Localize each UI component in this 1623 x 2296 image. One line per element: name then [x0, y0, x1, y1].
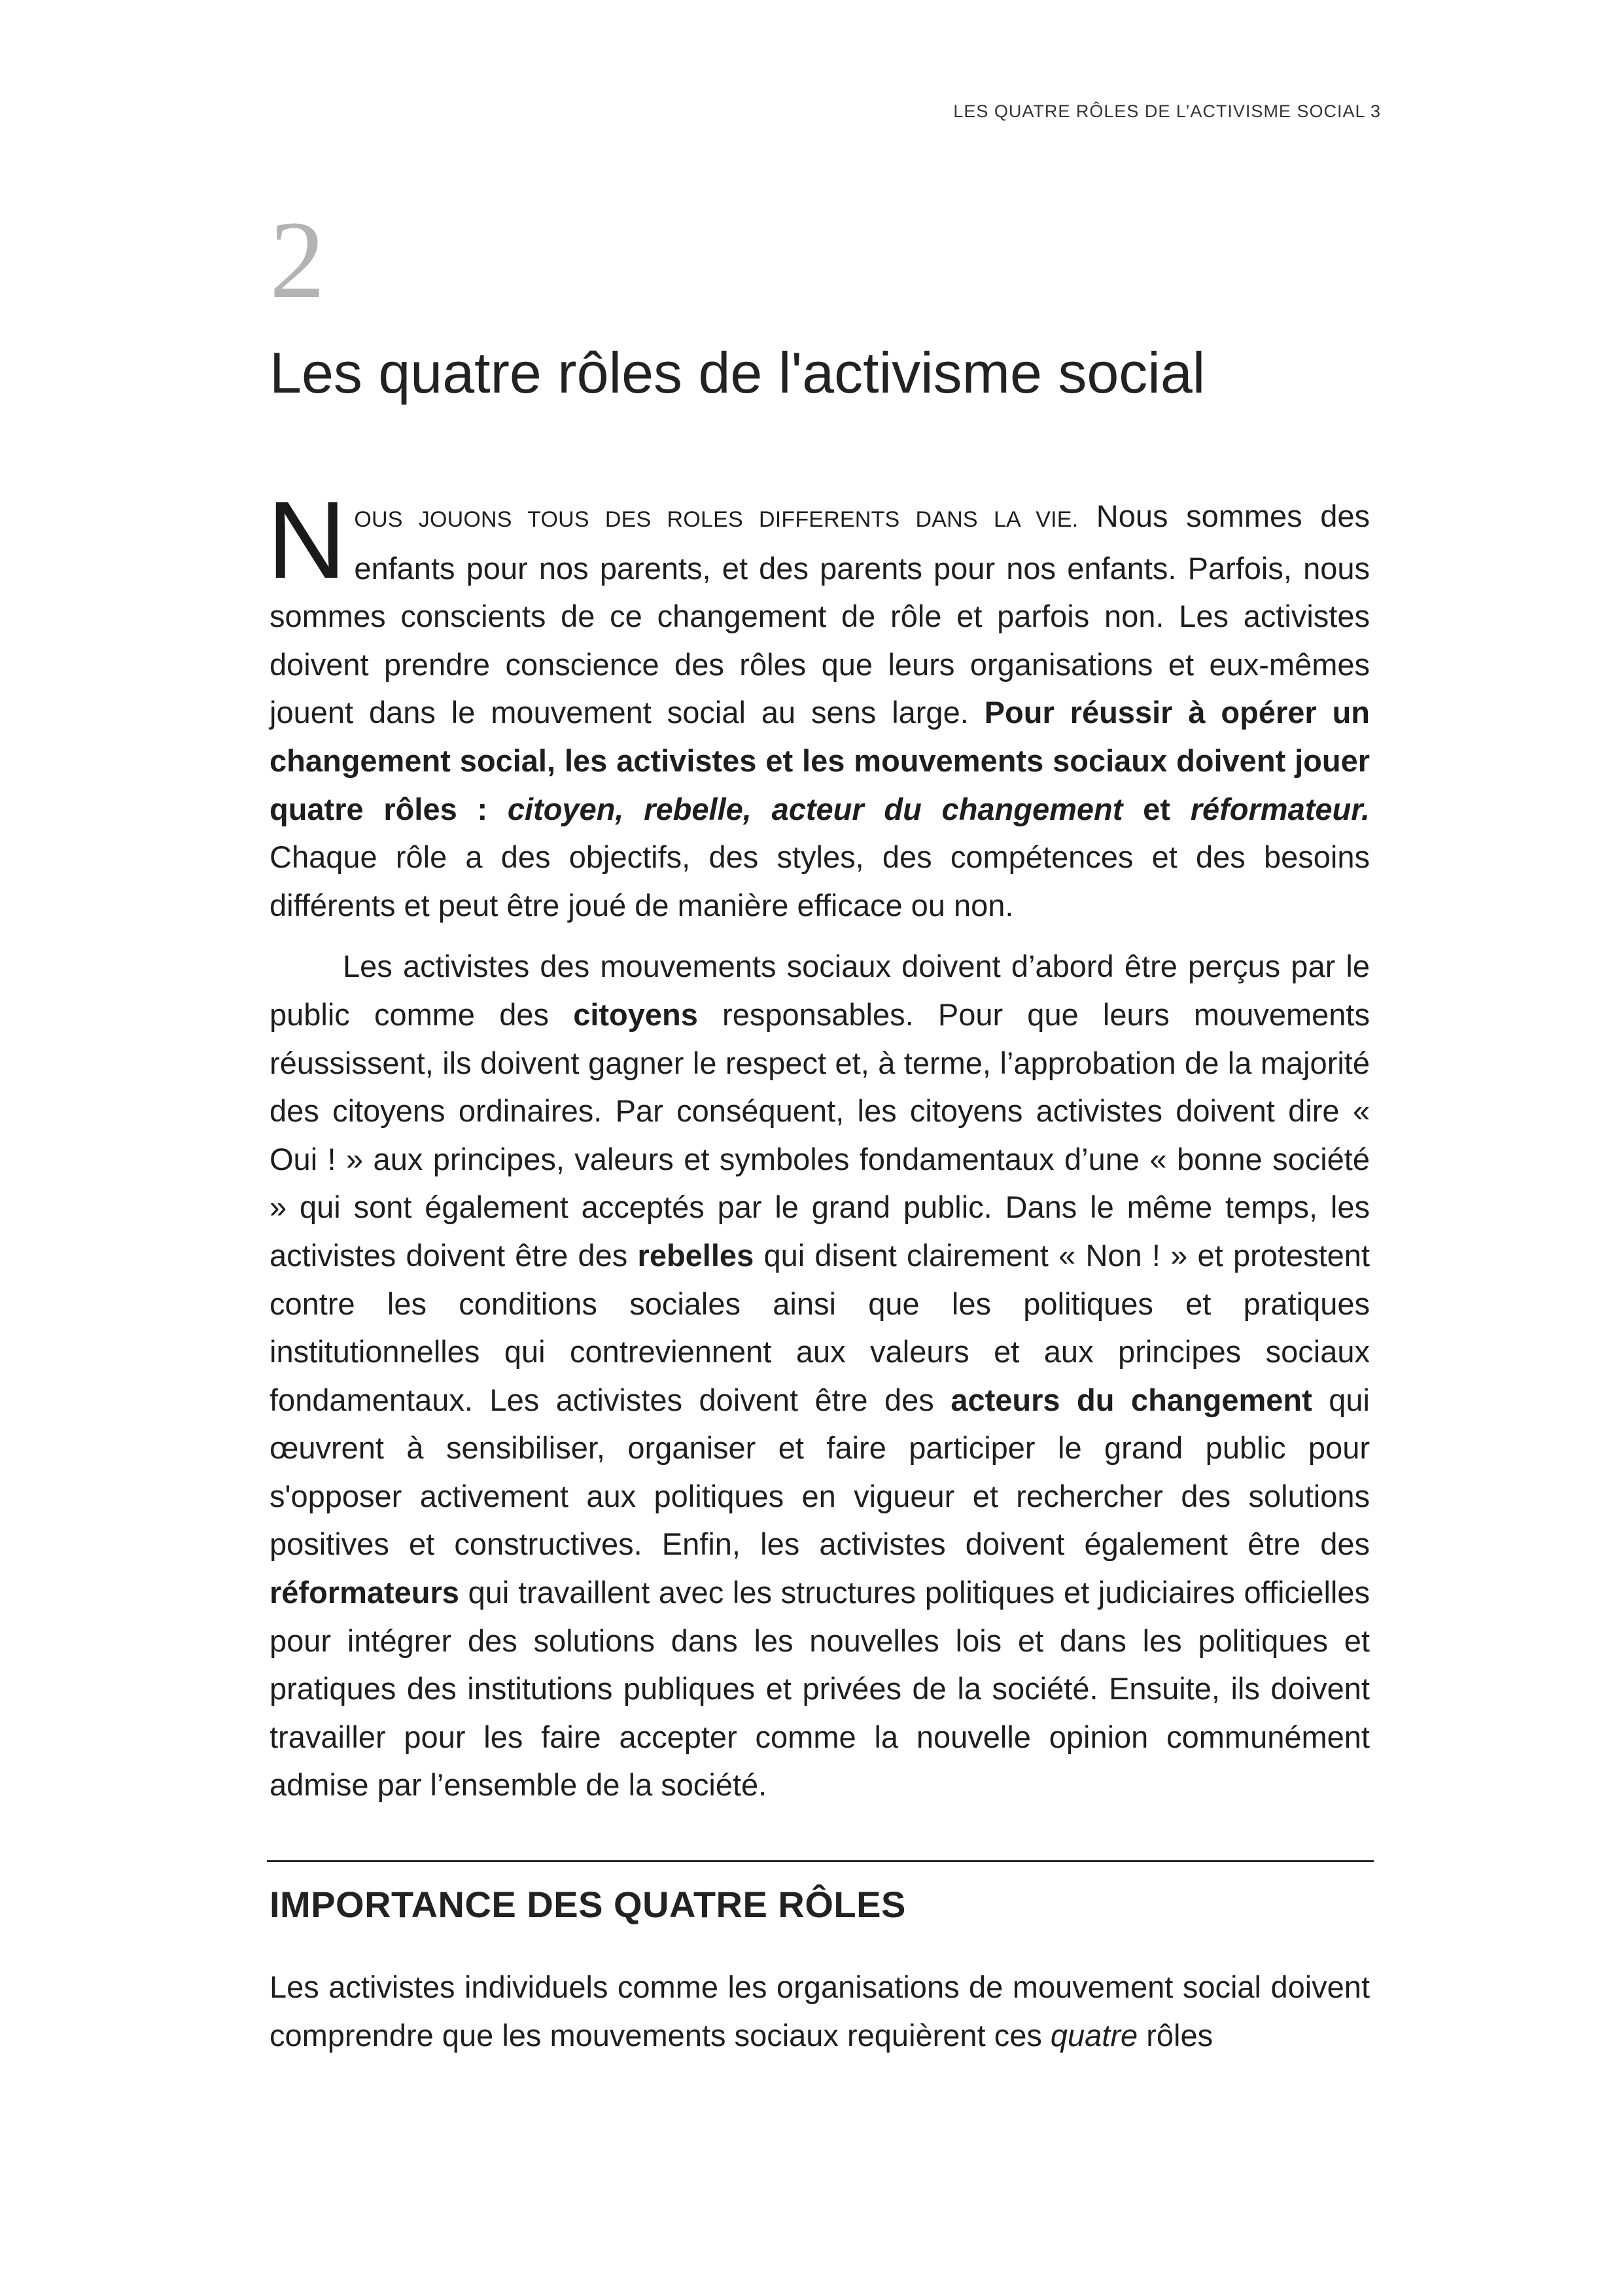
roles-text-4: qui œuvrent à sensibiliser, organiser et faire participer le grand public pour s'opposer activement aux politiques en vigueur et rechercher des solutions positives et constructives. Enfin, les activistes doivent également être des	[270, 1382, 1370, 1562]
intro-smallcaps: OUS JOUONS TOUS DES ROLES DIFFERENTS DANS LA VIE.	[354, 507, 1079, 532]
roles-text-5: qui travaillent avec les structures politiques et judiciaires officielles pour intégrer des solutions dans les nouvelles lois et dans les politiques et pratiques des institutions publiques et privées de la société. Ensuite, ils doivent travailler pour les faire accepter comme la nouvelle opinion communément admise par l’ensemble de la société.	[270, 1575, 1370, 1803]
intro-text: Nous sommes des enfants pour nos parents, et des parents pour nos enfants. Parfois, nous sommes conscients de ce changement de rôle et parfois non. Les activistes doivent prendre conscience des rôles que leurs organisations et eux-mêmes jouent dans le mouvement social au sens large.	[270, 499, 1370, 730]
section-heading: IMPORTANCE DES QUATRE RÔLES	[270, 1884, 906, 1925]
section-body	[270, 1963, 1370, 2059]
role-reformateur: réformateur.	[1190, 791, 1370, 826]
section-paragraph	[270, 1963, 1370, 2059]
chapter-body	[267, 478, 1370, 1809]
intro-text-end: Chaque rôle a des objectifs, des styles, des compétences et des besoins différents et peut être joué de manière efficace ou non.	[270, 839, 1370, 923]
role-acteur: acteur du changement	[771, 791, 1123, 826]
term-acteurs: acteurs du changement	[951, 1382, 1312, 1417]
roles-text-1: Les activistes des mouvements sociaux doivent d’abord être perçus par le public comme des	[270, 949, 1370, 1032]
intro-bold-statement: Pour réussir à opérer un changement social, les activistes et les mouvements sociaux doivent jouer quatre rôles :	[270, 695, 1370, 826]
term-reformateurs: réformateurs	[270, 1575, 459, 1610]
section-divider	[267, 1860, 1374, 1862]
roles-text-2: responsables. Pour que leurs mouvements réussissent, ils doivent gagner le respect et, à terme, l’approbation de la majorité des citoyens ordinaires. Par conséquent, les citoyens activistes doivent dire « Oui ! » aux principes, valeurs et symboles fondamentaux d’une « bonne société » qui sont également acceptés par le grand public. Dans le même temps, les activistes doivent être des	[270, 997, 1370, 1273]
roles-text-3: qui disent clairement « Non ! » et protestent contre les conditions sociales ainsi que les politiques et pratiques institutionnelles qui contreviennent aux valeurs et aux principes sociaux fondamentaux. Les activistes doivent être des	[270, 1237, 1370, 1417]
section-italic-quatre: quatre	[1050, 2017, 1138, 2053]
term-rebelles: rebelles	[637, 1237, 754, 1273]
term-citoyens: citoyens	[573, 997, 698, 1032]
running-header: LES QUATRE RÔLES DE L’ACTIVISME SOCIAL 3	[953, 101, 1381, 121]
paragraph-roles	[270, 942, 1370, 1809]
section-text-end: rôles	[1138, 2017, 1213, 2053]
intro-bold-and: et	[1123, 791, 1191, 826]
section-text: Les activistes individuels comme les organisations de mouvement social doivent comprendre que les mouvements sociaux requièrent ces	[270, 1969, 1370, 2053]
paragraph-intro	[267, 478, 1370, 929]
chapter-number: 2	[270, 198, 325, 321]
drop-cap: N	[267, 478, 347, 601]
role-citoyen: citoyen,	[507, 791, 644, 826]
role-rebelle: rebelle,	[644, 791, 772, 826]
chapter-title: Les quatre rôles de l'activisme social	[270, 340, 1206, 405]
